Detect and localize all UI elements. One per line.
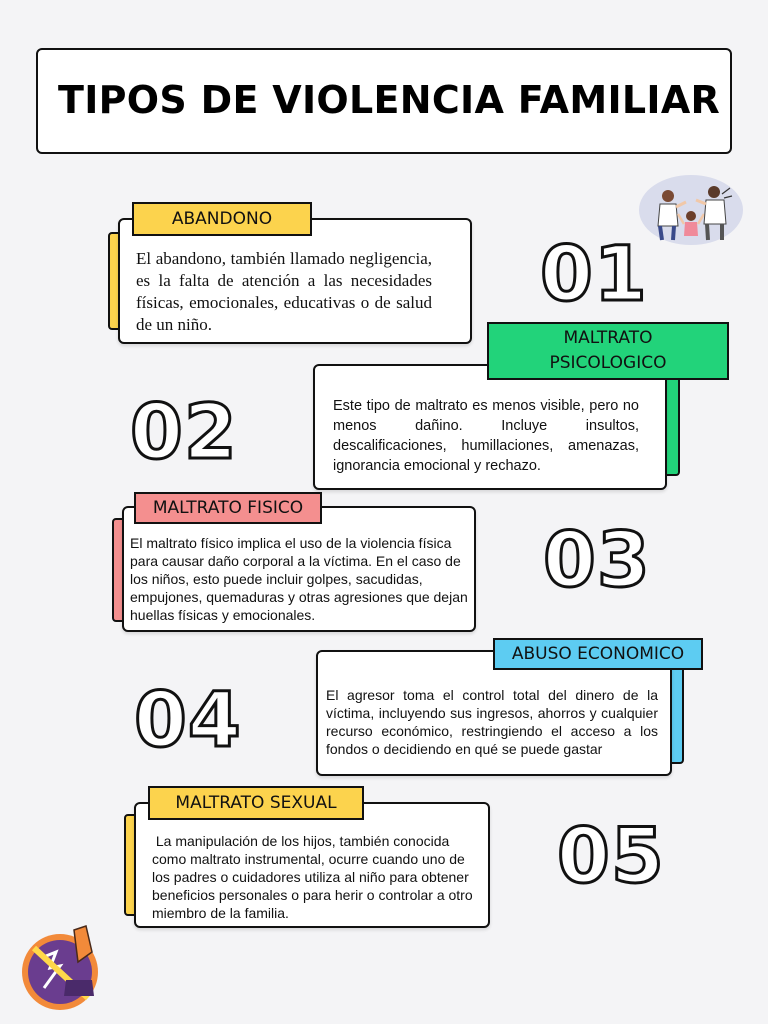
- psicologico-card: [313, 364, 667, 490]
- section-number-05: 05: [557, 811, 665, 900]
- stop-violence-icon: [16, 922, 108, 1012]
- fisico-label: MALTRATO FISICO: [134, 492, 322, 524]
- section-number-01: 01: [540, 229, 648, 318]
- section-number-04: 04: [134, 675, 242, 764]
- page-title: TIPOS DE VIOLENCIA FAMILIAR: [58, 78, 721, 122]
- sexual-card: [134, 802, 490, 928]
- section-number-02: 02: [130, 387, 238, 476]
- sexual-text: La manipulación de los hijos, también conocida como maltrato instrumental, ocurre cuando uno de los padres o cuidadores utiliza al niño para obtener beneficios personales o para herir o controlar a otro miembro de la familia.: [152, 833, 477, 921]
- economico-label: ABUSO ECONOMICO: [493, 638, 703, 670]
- abandono-label: ABANDONO: [132, 202, 312, 236]
- section-number-03: 03: [543, 515, 651, 604]
- fisico-text: El maltrato físico implica el uso de la violencia física para causar daño corporal a la víctima. En el caso de los niños, esto puede incluir golpes, sacudidas, empujones, quemaduras y otras agresiones que dejan huellas físicas y emocionales.: [130, 535, 468, 623]
- psicologico-text: Este tipo de maltrato es menos visible, pero no menos dañino. Incluye insultos, descalificaciones, humillaciones, amenazas, ignorancia emocional y rechazo.: [333, 398, 639, 474]
- abandono-card: [118, 218, 472, 344]
- fisico-card: [122, 506, 476, 632]
- abandono-text: El abandono, también llamado negligencia, es la falta de atención a las necesidades físicas, emocionales, educativas o de salud de un niño.: [136, 249, 432, 334]
- title-box: [36, 48, 732, 154]
- sexual-label: MALTRATO SEXUAL: [148, 786, 364, 820]
- economico-text: El agresor toma el control total del dinero de la víctima, incluyendo sus ingresos, ahorros y cualquier recurso económico, restringiendo el acceso a los fondos o decidiendo en qué se puede gastar: [326, 687, 658, 757]
- psicologico-label: MALTRATO PSICOLOGICO: [487, 322, 729, 380]
- family-argument-illustration-icon: [638, 174, 744, 246]
